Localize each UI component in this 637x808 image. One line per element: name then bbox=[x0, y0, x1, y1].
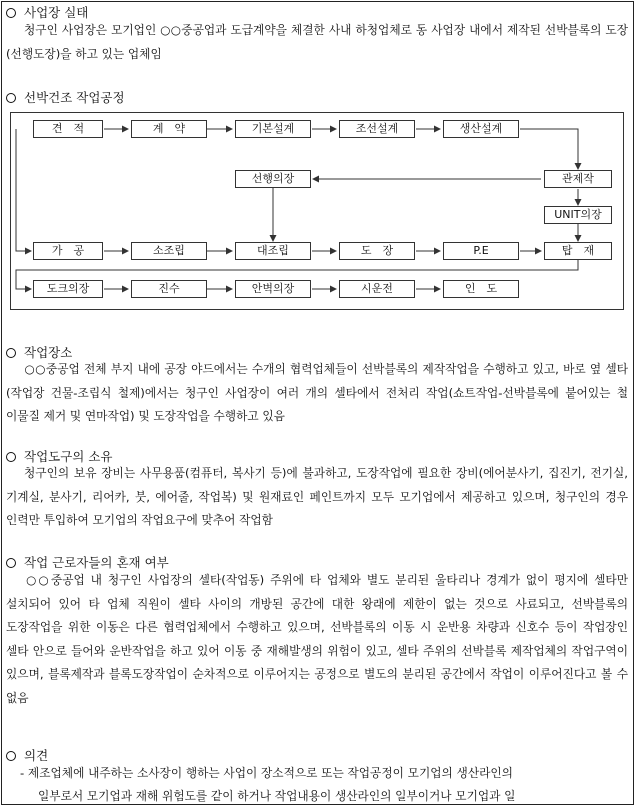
paragraph-mixed: ○○중공업 내 청구인 사업장의 셀타(작업동) 주위에 타 업체와 별도 분리된 울타리나 경계가 없이 평지에 셀타만 설치되어 있어 타 업체 직원이 셀타 사이의 개방된 공간에 대한 왕래에 제한이 없는 것으로 사료되고, 선박블록의 도장작업을 위한 이동은 다른 협력업체에서 수행하고 있으며, 선박블록의 이동 시 운반용 차량과 신호수 등이 작업장인 셀타 안으로 들어와 운반작업을 하고 있어 이동 중 재해발생의 위험이 있고, 셀타 주위의 선박블록 제작업체의 작업구역이 있으며, 블록제작과 블록도장작업이 순차적으로 이루어지는 공정으로 별도의 분리된 공간에서 작업이 이루어진다고 볼 수 없음 bbox=[6, 573, 628, 705]
heading-mixed: 작업 근로자들의 혼재 여부 bbox=[6, 553, 169, 571]
box-processing: 가 공 bbox=[33, 242, 103, 260]
shipbuilding-process-diagram bbox=[10, 112, 624, 310]
circle-bullet-icon bbox=[6, 348, 16, 358]
paragraph-tools: 청구인의 보유 장비는 사무용품(컴퓨터, 복사기 등)에 불과하고, 도장작업에 필요한 장비(에어분사기, 집진기, 전기실, 기계실, 분사기, 리어카, 붓, 에어줄, 작업복) 및 원재료인 페인트까지 모두 모기업에서 제공하고 있으며, 청구인의 경우 인력만 투입하여 모기업의 작업요구에 맞추어 작업함 bbox=[6, 466, 628, 527]
box-pipe-fabrication: 관제작 bbox=[544, 170, 612, 188]
box-pe: P.E bbox=[443, 242, 519, 260]
box-dock-outfitting: 도크의장 bbox=[33, 280, 103, 298]
box-quay-outfitting: 안벽의장 bbox=[235, 280, 311, 298]
paragraph-place: ○○중공업 전체 부지 내에 공장 야드에서는 수개의 협력업체들이 선박블록의 제작작업을 수행하고 있고, 바로 옆 셀타(작업장 건물-조립식 철제)에서는 청구인 사업장이 여러 개의 셀타에서 전처리 작업(쇼트작업-선박블록에 붙어있는 철 이물질 제거 및 연마작업) 및 도장작업을 수행하고 있음 bbox=[6, 362, 628, 423]
heading-business: 사업장 실태 bbox=[6, 3, 88, 21]
circle-bullet-icon bbox=[6, 558, 16, 568]
circle-bullet-icon bbox=[6, 452, 16, 462]
box-painting: 도 장 bbox=[339, 242, 415, 260]
box-delivery: 인 도 bbox=[443, 280, 519, 298]
box-launching: 진수 bbox=[131, 280, 207, 298]
process-arrows bbox=[11, 113, 625, 311]
heading-tools: 작업도구의 소유 bbox=[6, 447, 113, 465]
circle-bullet-icon bbox=[6, 751, 16, 761]
box-ship-design: 조선설계 bbox=[339, 120, 415, 138]
box-sea-trial: 시운전 bbox=[339, 280, 415, 298]
circle-bullet-icon bbox=[6, 93, 16, 103]
circle-bullet-icon bbox=[6, 8, 16, 18]
box-sub-assembly: 소조립 bbox=[131, 242, 207, 260]
box-unit-outfitting: UNIT의장 bbox=[544, 206, 612, 224]
box-erection: 탑 재 bbox=[544, 242, 612, 260]
heading-opinion: 의견 bbox=[6, 746, 48, 764]
paragraph-business: 청구인 사업장은 모기업인 ○○중공업과 도급계약을 체결한 사내 하청업체로 동 사업장 내에서 제작된 선박블록의 도장(선행도장)을 하고 있는 업체임 bbox=[6, 23, 628, 61]
opinion-line-2: 일부로서 모기업과 재해 위험도를 같이 하거나 작업내용이 생산라인의 일부이거나 모기업과 일 bbox=[38, 789, 516, 803]
box-grand-assembly: 대조립 bbox=[235, 242, 311, 260]
box-production-design: 생산설계 bbox=[443, 120, 519, 138]
box-basic-design: 기본설계 bbox=[235, 120, 311, 138]
box-contract: 계 약 bbox=[131, 120, 207, 138]
heading-process: 선박건조 작업공정 bbox=[6, 88, 125, 106]
box-pre-outfitting: 선행의장 bbox=[235, 170, 311, 188]
heading-place: 작업장소 bbox=[6, 343, 72, 361]
box-estimate: 견 적 bbox=[33, 120, 103, 138]
opinion-line-1: - 제조업체에 내주하는 소사장이 행하는 사업이 장소적으로 또는 작업공정이 모기업의 생산라인의 bbox=[20, 766, 513, 780]
